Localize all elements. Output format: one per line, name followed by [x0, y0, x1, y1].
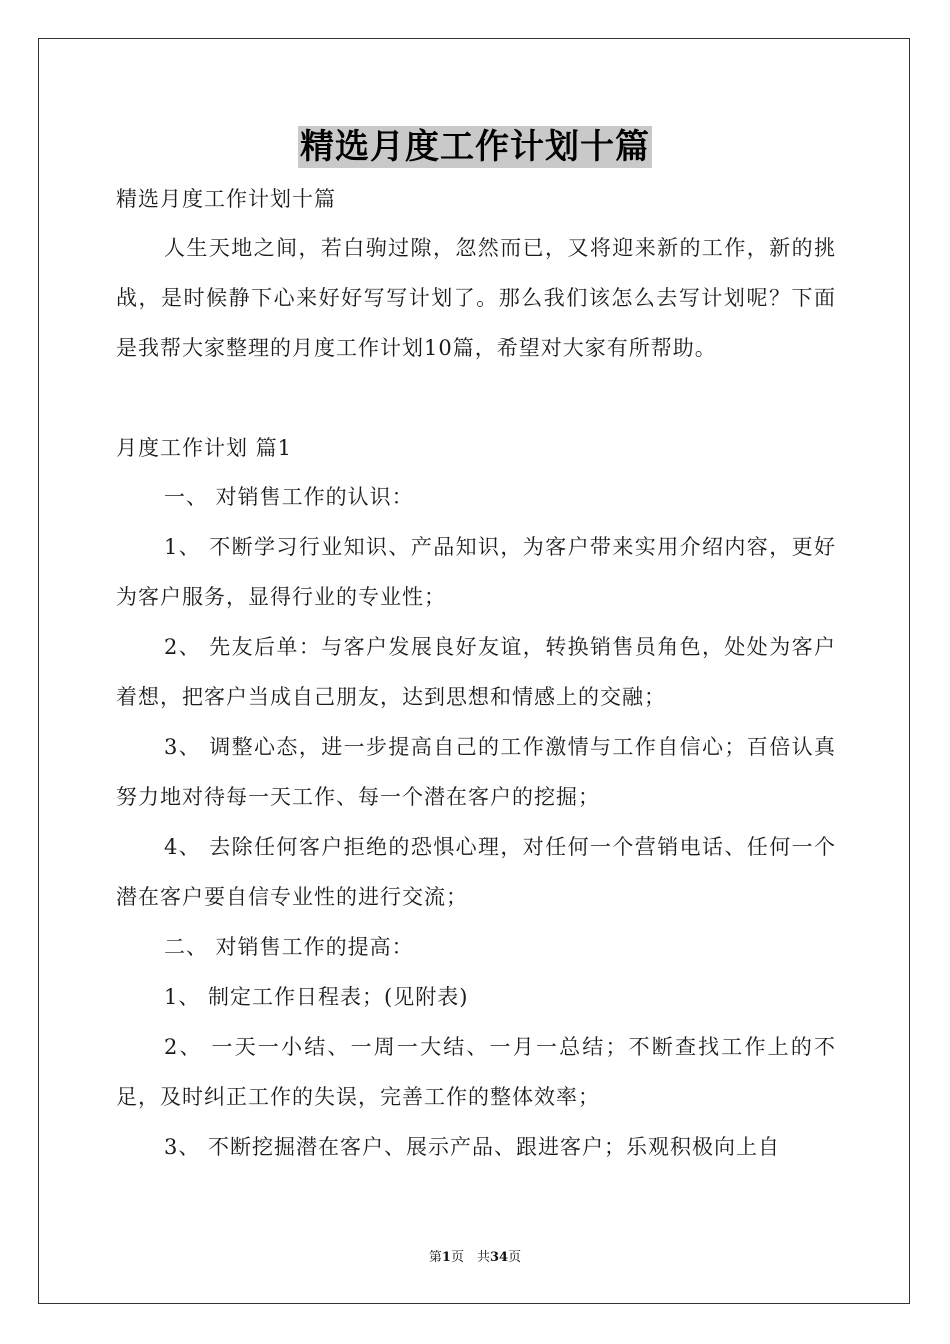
- list-item: 一、 对销售工作的认识：: [164, 485, 414, 509]
- list-item: 1、 制定工作日程表；(见附表): [164, 985, 469, 1009]
- list-item: 二、 对销售工作的提高：: [164, 935, 414, 959]
- intro-paragraph: 人生天地之间，若白驹过隙，忽然而已，又将迎来新的工作，新的挑战，是时候静下心来好好写写计划了。那么我们该怎么去写计划呢？下面是我帮大家整理的月度工作计划10篇，希望对大家有所帮助。: [116, 236, 836, 360]
- title-container: [0, 126, 950, 168]
- page-footer: [0, 1246, 950, 1265]
- list-item: 4、 去除任何客户拒绝的恐惧心理，对任何一个营销电话、任何一个潜在客户要自信专业性的进行交流；: [116, 835, 836, 909]
- document-title: 精选月度工作计划十篇: [300, 127, 650, 167]
- footer-suffix: 页: [508, 1250, 522, 1265]
- list-item: 1、 不断学习行业知识、产品知识，为客户带来实用介绍内容，更好为客户服务，显得行业的专业性；: [116, 535, 836, 609]
- list-item: 3、 不断挖掘潜在客户、展示产品、跟进客户；乐观积极向上自: [164, 1135, 781, 1159]
- footer-mid: 页 共: [450, 1250, 490, 1265]
- document-subtitle: 精选月度工作计划十篇: [116, 187, 336, 211]
- list-item: 3、 调整心态，进一步提高自己的工作激情与工作自信心；百倍认真努力地对待每一天工作、每一个潜在客户的挖掘；: [116, 735, 836, 809]
- section-heading: 月度工作计划 篇1: [116, 436, 293, 460]
- list-item: 2、 一天一小结、一周一大结、一月一总结；不断查找工作上的不足，及时纠正工作的失误，完善工作的整体效率；: [116, 1035, 836, 1109]
- current-page-number: 1: [441, 1250, 451, 1265]
- footer-prefix: 第: [428, 1250, 442, 1265]
- total-page-count: 34: [489, 1250, 509, 1265]
- list-item: 2、 先友后单：与客户发展良好友谊，转换销售员角色，处处为客户着想，把客户当成自己朋友，达到思想和情感上的交融；: [116, 635, 836, 709]
